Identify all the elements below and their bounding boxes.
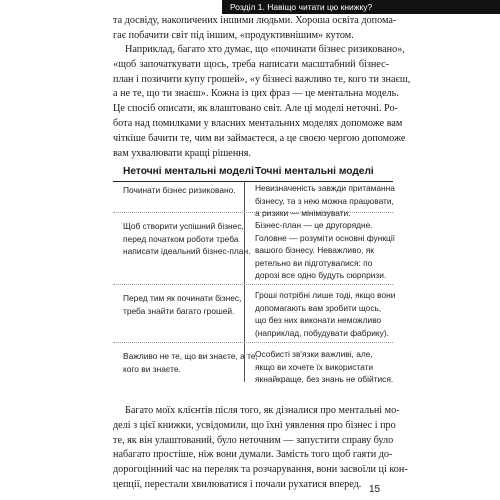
text-line: Багато моїх клієнтів після того, як дізналися про ментальні мо- xyxy=(125,405,400,416)
table-cell-inaccurate xyxy=(123,292,242,317)
cell-line: Перед тим як починати бізнес, xyxy=(123,293,242,303)
text-line: а не те, що ти знаєш». Кожна із цих фраз — це ментальна модель. xyxy=(113,88,399,100)
cell-line: Невизначеність завжди притаманна xyxy=(255,183,395,193)
cell-line: вашого бізнесу. Неважливо, як xyxy=(255,245,374,256)
cell-line: Особисті зв'язки важливі, але, xyxy=(255,349,373,359)
text-line: «щоб започаткувати щось, треба написати масштабний бізнес- xyxy=(113,58,389,70)
table-row-divider xyxy=(113,284,393,285)
text-line: Наприклад, багато хто думає, що «починати бізнес ризиковано», xyxy=(125,44,405,55)
cell-line: якнайкраще, без знань не обійтися. xyxy=(255,374,394,385)
cell-line: Починати бізнес ризиковано. xyxy=(123,185,236,195)
table-cell-inaccurate xyxy=(123,220,251,258)
cell-line: перед початком роботи треба xyxy=(123,233,239,244)
table-cell-accurate xyxy=(255,182,395,220)
cell-line: треба знайти багато грошей. xyxy=(123,305,235,316)
paragraph-clients xyxy=(113,404,408,493)
cell-line: а ризики — мінімізувати. xyxy=(255,208,351,219)
chapter-header xyxy=(222,0,500,14)
text-line: бота над помилками у власних ментальних моделях допоможе вам xyxy=(113,117,403,129)
table-cell-inaccurate xyxy=(123,350,258,375)
text-line: набагато простіше, ніж вони думали. Замість того щоб гаяти до- xyxy=(113,449,393,461)
paragraph-example xyxy=(113,43,411,161)
cell-line: написати ідеальний бізнес-план. xyxy=(123,246,251,257)
text-line: те, як він улаштований, було неточним — запустити справу було xyxy=(113,434,394,446)
text-line: вам ухвалювати кращі рішення. xyxy=(113,147,251,159)
table-cell-accurate xyxy=(255,219,395,282)
cell-line: бізнесу, та з нею можна працювати, xyxy=(255,195,394,206)
text-line: делі з цієї книжки, усвідомили, що їхні уявлення про бізнес і про xyxy=(113,419,396,431)
cell-line: що без них виконати неможливо xyxy=(255,315,382,326)
cell-line: дорозі все одно будуть сюрпризи. xyxy=(255,270,387,281)
cell-line: Бізнес-план — це другорядне. xyxy=(255,220,373,230)
text-line: дорогоцінний час на переляк та розчарування, вони засвоїли ці кон- xyxy=(113,464,408,476)
cell-line: Щоб створити успішний бізнес, xyxy=(123,221,244,231)
table-header-accurate: Точні ментальні моделі xyxy=(255,166,374,177)
table-header-inaccurate: Неточні ментальні моделі xyxy=(123,166,254,177)
table-cell-inaccurate xyxy=(123,184,239,197)
chapter-title: Розділ 1. Навіщо читати цю книжку? xyxy=(230,2,373,12)
page-number: 15 xyxy=(369,484,381,495)
table-row-divider xyxy=(113,342,393,343)
cell-line: Гроші потрібні лише тоді, якщо вони xyxy=(255,290,396,300)
text-line: Це спосіб описати, як влаштовано світ. Але ці моделі неточні. Ро- xyxy=(113,103,398,115)
text-line: гає побачити світ під іншим, «продуктивнішим» кутом. xyxy=(113,29,354,41)
cell-line: якщо ви хочете їх використати xyxy=(255,361,374,372)
cell-line: (наприклад, побудувати фабрику). xyxy=(255,327,389,338)
paragraph-intro xyxy=(113,14,397,44)
cell-line: Головне — розуміти основні функції xyxy=(255,232,396,243)
cell-line: Важливо не те, що ви знаєте, а те, xyxy=(123,351,258,361)
table-cell-accurate xyxy=(255,289,395,339)
text-line: план і позичити купу грошей», «у бізнесі важливо те, кого ти знаєш, xyxy=(113,73,411,85)
text-line: чіткіше бачити те, чим ви займаєтеся, а це своєю чергою допоможе xyxy=(113,132,406,144)
cell-line: допомагають вам зробити щось, xyxy=(255,302,382,313)
text-line: цепції, перестали хвилюватися і почали рухатися вперед. xyxy=(113,478,362,490)
table-cell-accurate xyxy=(255,348,395,386)
cell-line: ретельно ви підготувалися: по xyxy=(255,257,373,268)
text-line: та досвіду, накопичених іншими людьми. Хороша освіта допома- xyxy=(113,15,397,26)
cell-line: кого ви знаєте. xyxy=(123,363,181,374)
